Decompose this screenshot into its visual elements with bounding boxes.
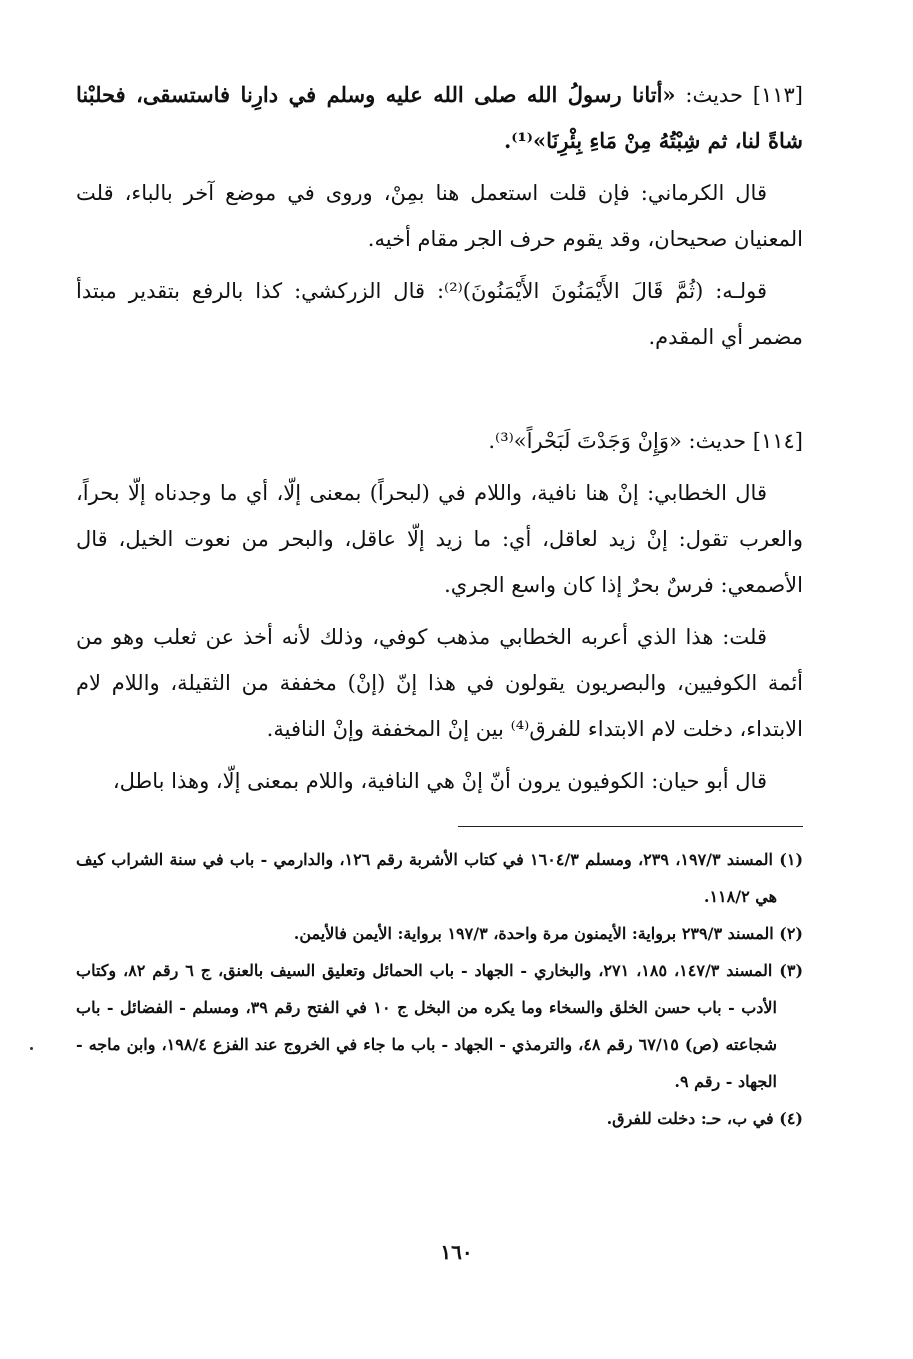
footnote-3: (٣) المسند ١٤٧/٣، ١٨٥، ٢٧١، والبخاري - الجهاد - باب الحمائل وتعليق السيف بالعنق، ج ٦ رقم ٨٢، وكتاب الأدب - باب حسن الخلق والسخاء وما يكره من البخل ج ١٠ في الفتح رقم ٣٩، ومسلم - الفضائل - باب شجاعته (ص) ٦٧/١٥ رقم ٤٨، والترمذي - الجهاد - باب ما جاء في الخروج عند الفزع ١٩٨/٤، وابن ماجه - الجهاد - رقم ٩.: [76, 961, 804, 1091]
kirmani-paragraph: قال الكرماني: فإن قلت استعمل هنا بمِنْ، وروى في موضع آخر بالباء، قلت المعنيان صحيحان، وقد يقوم حرف الجر مقام أخيه.: [76, 181, 803, 251]
abu-hayyan-paragraph: قال أبو حيان: الكوفيون يرون أنّ إنْ هي النافية، واللام بمعنى إلّا، وهذا باطل،: [112, 769, 767, 793]
zarkashi-paragraph: قولـه: (ثُمَّ قَالَ الأَيْمَنُونَ الأَيْمَنُونَ)⁽²⁾: قال الزركشي: كذا بالرفع بتقدير مبتدأ مضمر أي المقدم.: [76, 279, 803, 349]
page-number: ١٦٠: [440, 1240, 473, 1264]
hadith-113: [76, 72, 803, 164]
hadith-113-text: «أتانا رسولُ الله صلى الله عليه وسلم في دارِنا فاستسقى، فحلبْنا شاةً لنا، ثم شِبْتُهُ مِنْ مَاءِ بِئْرِنَا»⁽¹⁾.: [76, 82, 803, 153]
scan-speck: [30, 1047, 33, 1050]
footnote-1: (١) المسند ١٩٧/٣، ٢٣٩، ومسلم ١٦٠٤/٣ في كتاب الأشربة رقم ١٢٦، والدارمي - باب في سنة الشراب كيف هي ١١٨/٢.: [76, 850, 804, 906]
footnote-separator: [458, 826, 803, 827]
hadith-114: [١١٤] حديث: «وَإِنْ وَجَدْتَ لَبَحْراً»⁽³⁾.: [488, 429, 803, 453]
author-comment-paragraph: قلت: هذا الذي أعربه الخطابي مذهب كوفي، وذلك لأنه أخذ عن ثعلب وهو من أئمة الكوفيين، والبصريون يقولون في هذا إنّ (إنْ) مخففة من الثقيلة، واللام لام الابتداء، دخلت لام الابتداء للفرق⁽⁴⁾ بين إنْ المخففة وإنْ النافية.: [76, 625, 803, 741]
footnote-2: (٢) المسند ٢٣٩/٣ برواية: الأيمنون مرة واحدة، ١٩٧/٣ برواية: الأيمن فالأيمن.: [293, 924, 803, 943]
hadith-113-heading: [١١٣] حديث:: [675, 83, 803, 107]
khattabi-paragraph: قال الخطابي: إنْ هنا نافية، واللام في (لبحراً) بمعنى إلّا، أي ما وجدناه إلّا بحراً، والعرب تقول: إنْ زيد لعاقل، أي: ما زيد إلّا عاقل، والبحر من نعوت الخيل، قال الأصمعي: فرسٌ بحرٌ إذا كان واسع الجري.: [76, 481, 803, 597]
footnote-4: (٤) في ب، حـ: دخلت للفرق.: [606, 1109, 803, 1128]
